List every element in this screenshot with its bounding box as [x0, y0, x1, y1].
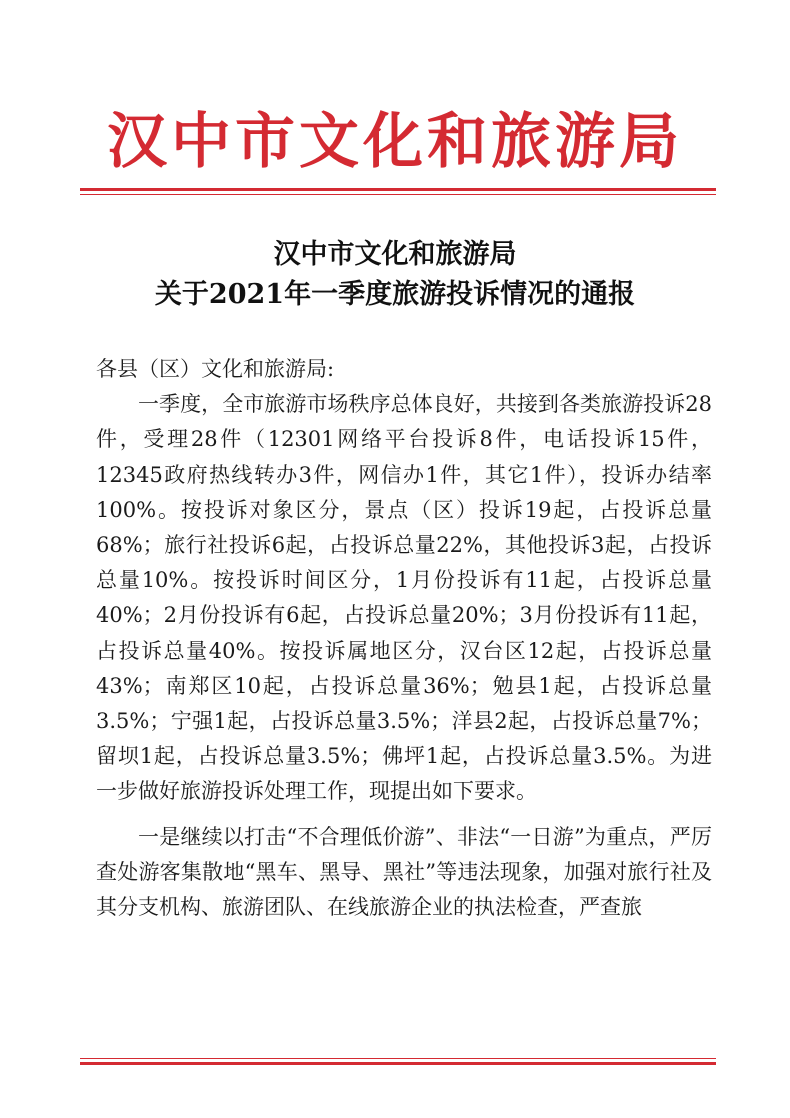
- paragraph-summary: 一季度，全市旅游市场秩序总体良好，共接到各类旅游投诉28件，受理28件（12301网络平台投诉8件，电话投诉15件，12345政府热线转办3件，网信办1件，其它1件），投诉办结率100%。按投诉对象区分，景点（区）投诉19起，占投诉总量68%；旅行社投诉6起，占投诉总量22%，其他投诉3起，占投诉总量10%。按投诉时间区分，1月份投诉有11起，占投诉总量40%；2月份投诉有6起，占投诉总量20%；3月份投诉有11起，占投诉总量40%。按投诉属地区分，汉台区12起，占投诉总量43%；南郑区10起，占投诉总量36%；勉县1起，占投诉总量3.5%；宁强1起，占投诉总量3.5%；洋县2起，占投诉总量7%；留坝1起，占投诉总量3.5%；佛坪1起，占投诉总量3.5%。为进一步做好旅游投诉处理工作，现提出如下要求。: [96, 392, 712, 804]
- footer-rule-thin: [80, 1058, 716, 1059]
- document-body: [96, 352, 712, 925]
- letterhead-org-name: 汉中市文化和旅游局: [107, 107, 683, 177]
- letterhead-rule-thick: [80, 188, 716, 191]
- document-title-line1: 汉中市文化和旅游局: [273, 239, 517, 270]
- salutation: 各县（区）文化和旅游局:: [96, 357, 335, 381]
- document-title-line2: 关于2021年一季度旅游投诉情况的通报: [154, 279, 636, 310]
- paragraph-requirement-1: 一是继续以打击“不合理低价游”、非法“一日游”为重点，严厉查处游客集散地“黑车、黑导、黑社”等违法现象，加强对旅行社及其分支机构、旅游团队、在线旅游企业的执法检查，严查旅: [96, 824, 712, 920]
- footer-rule-thick: [80, 1062, 716, 1065]
- letterhead-rule-thin: [80, 194, 716, 195]
